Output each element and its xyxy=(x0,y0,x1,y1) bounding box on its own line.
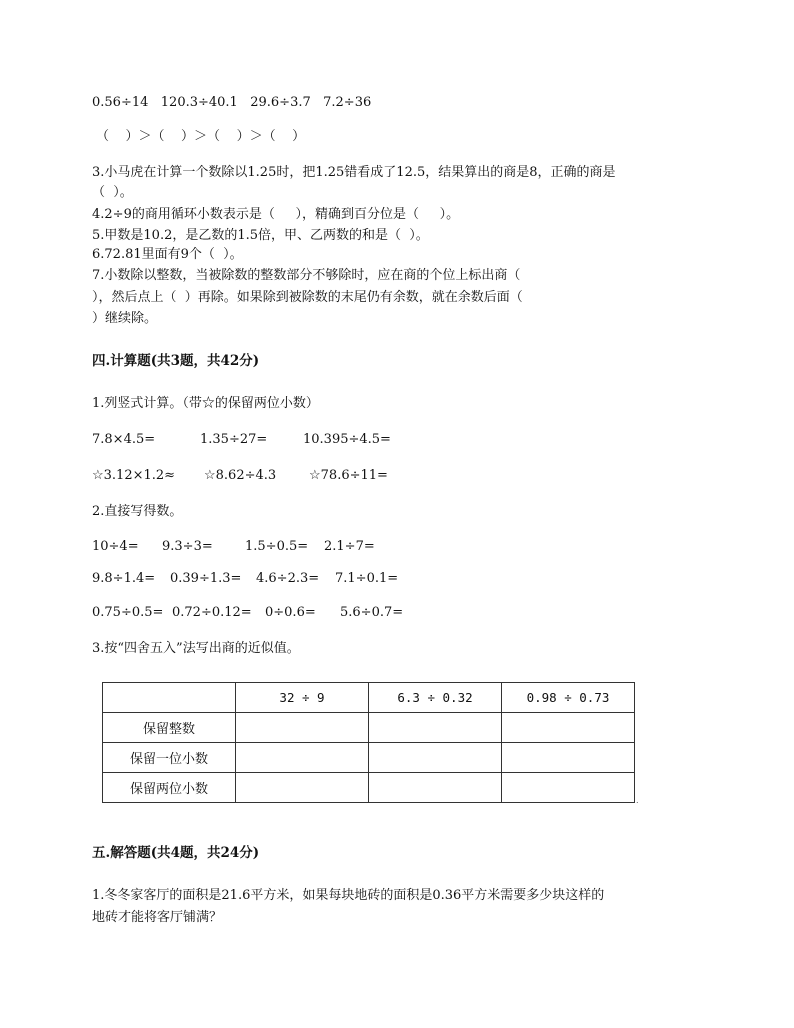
problem: 5.6÷0.7= xyxy=(340,605,404,620)
problem: 4.6÷2.3= xyxy=(256,571,320,586)
problem: 1.35÷27= xyxy=(200,432,268,447)
calc-q2-title: 2.直接写得数。 xyxy=(92,504,183,519)
q2-expressions: 0.56÷14 120.3÷40.1 29.6÷3.7 7.2÷36 xyxy=(92,95,372,110)
problem: 1.5÷0.5= xyxy=(245,539,309,554)
calc-q3-title: 3.按“四舍五入”法写出商的近似值。 xyxy=(92,641,300,656)
problem: 10÷4= xyxy=(92,539,139,554)
problem: 7.8×4.5= xyxy=(92,432,156,447)
table-row xyxy=(103,743,635,773)
table-row xyxy=(103,773,635,803)
problem: 7.1÷0.1= xyxy=(335,571,399,586)
answer-cell[interactable] xyxy=(236,713,369,743)
stray-dot: . xyxy=(636,796,639,805)
problem: 10.395÷4.5= xyxy=(303,432,391,447)
q7-line2: ），然后点上（ ）再除。如果除到被除数的末尾仍有余数，就在余数后面（ xyxy=(92,290,523,305)
problem: 0÷0.6= xyxy=(265,605,316,620)
problem: 9.8÷1.4= xyxy=(92,571,156,586)
solve-q1-line1: 1.冬冬家客厅的面积是21.6平方米，如果每块地砖的面积是0.36平方米需要多少块这样的 xyxy=(92,888,605,903)
answer-cell[interactable] xyxy=(236,773,369,803)
table-header-cell xyxy=(103,683,236,713)
problem: ☆3.12×1.2≈ xyxy=(92,468,176,483)
table-header-cell: 0.98 ÷ 0.73 xyxy=(502,683,635,713)
answer-cell[interactable] xyxy=(369,743,502,773)
answer-cell[interactable] xyxy=(502,773,635,803)
answer-cell[interactable] xyxy=(369,773,502,803)
q6: 6.72.81里面有9个（ ）。 xyxy=(92,247,243,262)
problem: ☆8.62÷4.3 xyxy=(204,468,277,483)
answer-cell[interactable] xyxy=(502,713,635,743)
table-header-row xyxy=(103,683,635,713)
row-label: 保留两位小数 xyxy=(103,773,236,803)
approximation-table xyxy=(102,682,635,803)
calc-q1-title: 1.列竖式计算。（带☆的保留两位小数） xyxy=(92,396,319,411)
q4: 4.2÷9的商用循环小数表示是（ ），精确到百分位是（ ）。 xyxy=(92,207,460,222)
table-header-cell: 6.3 ÷ 0.32 xyxy=(369,683,502,713)
answer-cell[interactable] xyxy=(236,743,369,773)
problem: ☆78.6÷11= xyxy=(309,468,388,483)
q3-line1: 3.小马虎在计算一个数除以1.25时，把1.25错看成了12.5，结果算出的商是8，正确的商是 xyxy=(92,165,616,180)
problem: 9.3÷3= xyxy=(162,539,213,554)
section4-heading: 四.计算题(共3题，共42分) xyxy=(92,353,260,369)
table-row xyxy=(103,713,635,743)
row-label: 保留整数 xyxy=(103,713,236,743)
q7-line1: 7.小数除以整数，当被除数的整数部分不够除时，应在商的个位上标出商（ xyxy=(92,268,521,283)
problem: 0.72÷0.12= xyxy=(172,605,252,620)
solve-q1-line2: 地砖才能将客厅铺满？ xyxy=(92,910,223,925)
problem: 2.1÷7= xyxy=(324,539,375,554)
row-label: 保留一位小数 xyxy=(103,743,236,773)
section5-heading: 五.解答题(共4题，共24分) xyxy=(92,845,260,861)
q3-line2: （ ）。 xyxy=(92,185,133,200)
q2-order-blanks: （ ）＞（ ）＞（ ）＞（ ） xyxy=(96,129,306,144)
answer-cell[interactable] xyxy=(369,713,502,743)
q7-line3: ）继续除。 xyxy=(92,311,158,326)
answer-cell[interactable] xyxy=(502,743,635,773)
table-header-cell: 32 ÷ 9 xyxy=(236,683,369,713)
problem: 0.75÷0.5= xyxy=(92,605,164,620)
q5: 5.甲数是10.2，是乙数的1.5倍，甲、乙两数的和是（ ）。 xyxy=(92,228,429,243)
problem: 0.39÷1.3= xyxy=(170,571,242,586)
